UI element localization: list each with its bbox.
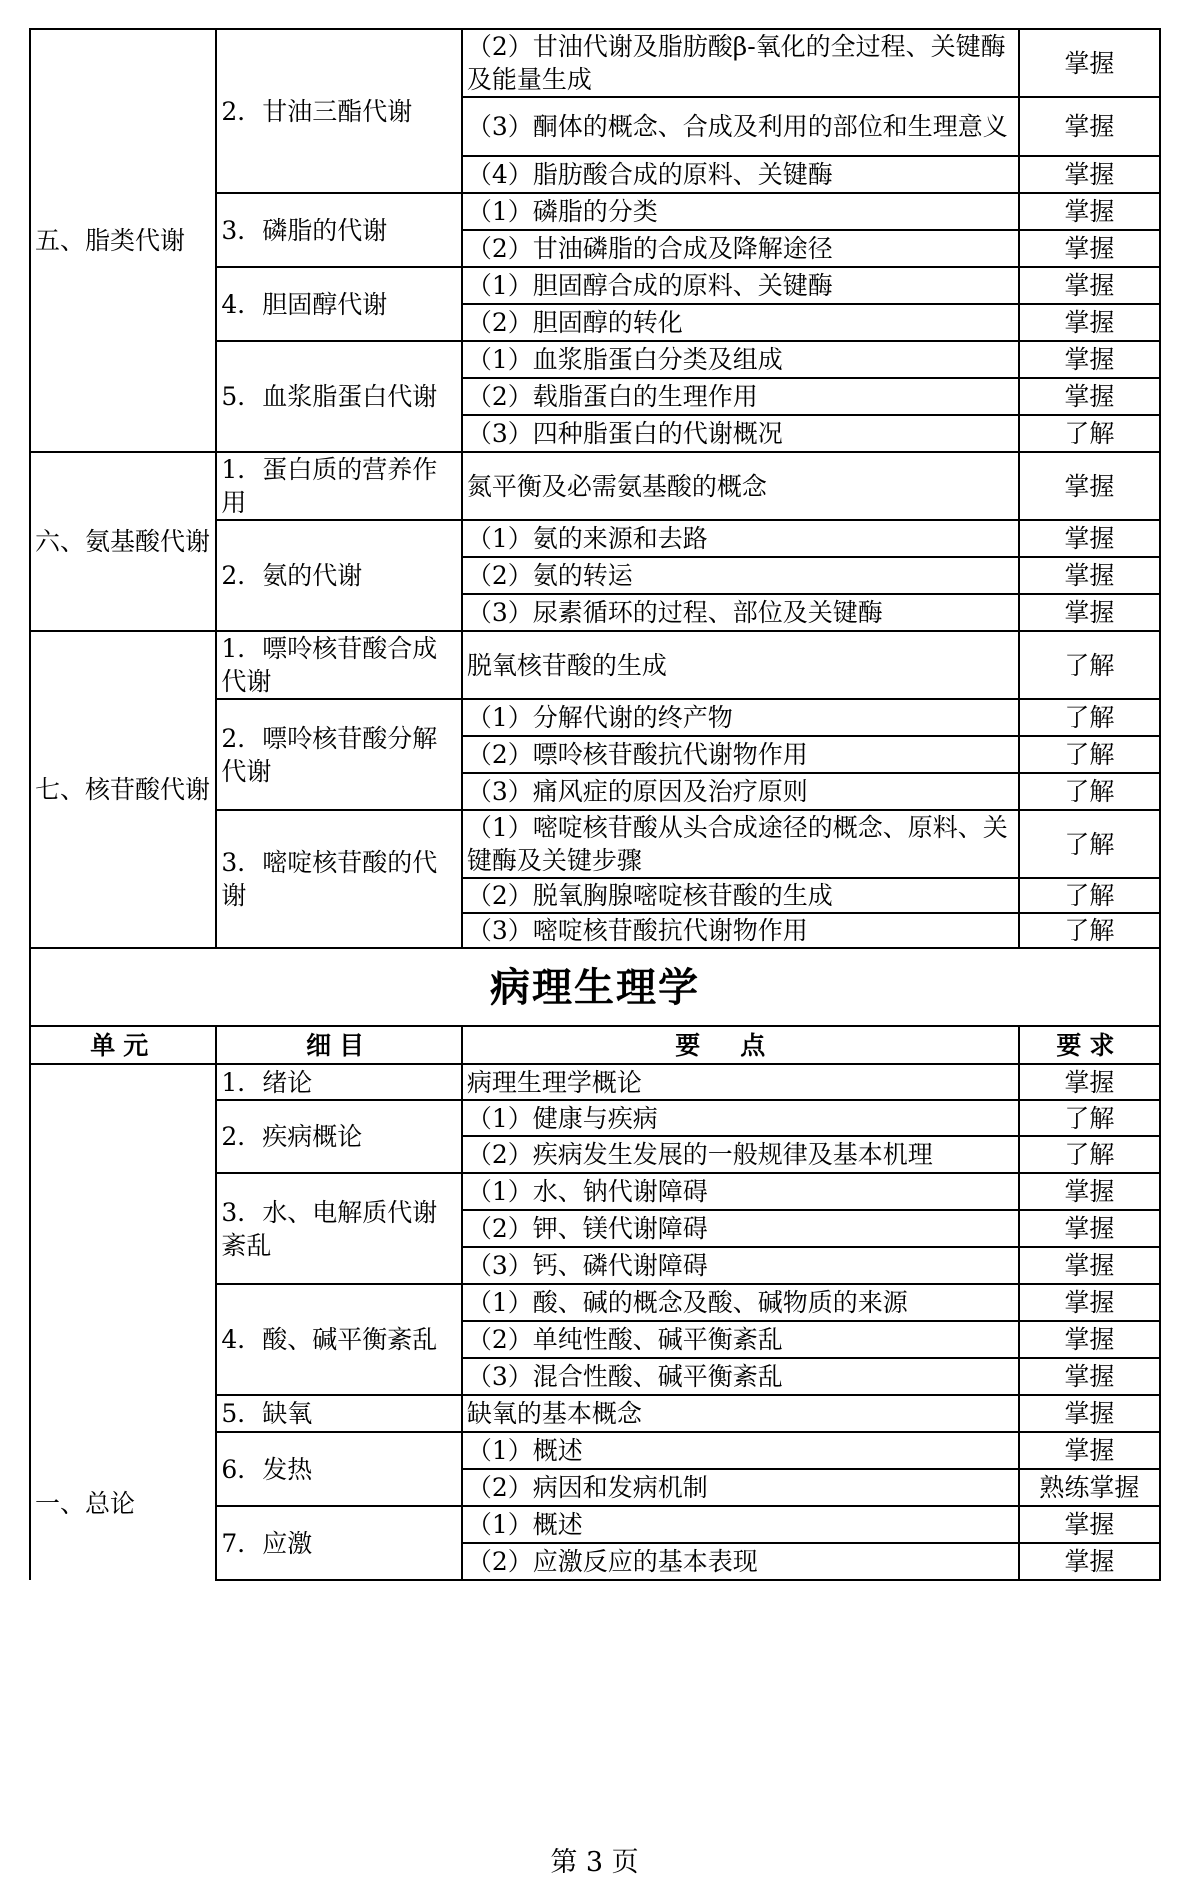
detail-cell: 3．水、电解质代谢紊乱: [216, 1173, 461, 1284]
point-cell: （1）分解代谢的终产物: [462, 699, 1019, 736]
requirement-cell: 了解: [1019, 1100, 1160, 1136]
point-cell: （1）磷脂的分类: [462, 193, 1019, 230]
requirement-cell: 掌握: [1019, 341, 1160, 378]
detail-cell: 1．嘌呤核苷酸合成代谢: [216, 631, 461, 699]
requirement-cell: 掌握: [1019, 97, 1160, 156]
page-number: 第 3 页: [550, 1847, 639, 1878]
requirement-cell: 掌握: [1019, 1173, 1160, 1210]
point-cell: （3）钙、磷代谢障碍: [462, 1247, 1019, 1284]
table-row: [30, 631, 1160, 699]
point-cell: （2）钾、镁代谢障碍: [462, 1210, 1019, 1247]
point-cell: （3）四种脂蛋白的代谢概况: [462, 415, 1019, 452]
header-point: 要点: [462, 1026, 1019, 1064]
detail-cell: 6．发热: [216, 1432, 461, 1506]
table-row: [30, 29, 1160, 97]
unit-label: 一、总论: [35, 1489, 136, 1518]
requirement-cell: 掌握: [1019, 1543, 1160, 1580]
point-cell: （2）氨的转运: [462, 557, 1019, 594]
requirement-cell: 掌握: [1019, 1284, 1160, 1321]
requirement-cell: 了解: [1019, 736, 1160, 773]
detail-cell: 2．疾病概论: [216, 1100, 461, 1173]
requirement-cell: 掌握: [1019, 452, 1160, 520]
section-title: 病理生理学: [30, 948, 1160, 1026]
header-requirement: 要求: [1019, 1026, 1160, 1064]
detail-cell: 4．酸、碱平衡紊乱: [216, 1284, 461, 1395]
requirement-cell: 掌握: [1019, 1321, 1160, 1358]
point-cell: （3）痛风症的原因及治疗原则: [462, 773, 1019, 810]
detail-cell: 4．胆固醇代谢: [216, 267, 461, 341]
requirement-cell: 掌握: [1019, 557, 1160, 594]
point-cell: 缺氧的基本概念: [462, 1395, 1019, 1432]
point-cell: （2）载脂蛋白的生理作用: [462, 378, 1019, 415]
point-cell: （1）胆固醇合成的原料、关键酶: [462, 267, 1019, 304]
unit-cell: [30, 1064, 216, 1580]
section-title-row: [30, 948, 1160, 1026]
point-cell: （2）嘌呤核苷酸抗代谢物作用: [462, 736, 1019, 773]
unit-cell: 七、核苷酸代谢: [30, 631, 216, 948]
header-unit: 单元: [30, 1026, 216, 1064]
requirement-cell: 掌握: [1019, 29, 1160, 97]
point-cell: （3）酮体的概念、合成及利用的部位和生理意义: [462, 97, 1019, 156]
requirement-cell: 了解: [1019, 913, 1160, 948]
requirement-cell: 掌握: [1019, 1395, 1160, 1432]
point-cell: （3）混合性酸、碱平衡紊乱: [462, 1358, 1019, 1395]
point-cell: （3）嘧啶核苷酸抗代谢物作用: [462, 913, 1019, 948]
requirement-cell: 了解: [1019, 1136, 1160, 1173]
requirement-cell: 掌握: [1019, 594, 1160, 631]
requirement-cell: 掌握: [1019, 1358, 1160, 1395]
point-cell: （2）甘油磷脂的合成及降解途径: [462, 230, 1019, 267]
document-page: [29, 28, 1161, 1581]
point-cell: （1）水、钠代谢障碍: [462, 1173, 1019, 1210]
point-cell: （1）氨的来源和去路: [462, 520, 1019, 557]
detail-cell: 2．甘油三酯代谢: [216, 29, 461, 193]
requirement-cell: 了解: [1019, 699, 1160, 736]
detail-cell: 2．嘌呤核苷酸分解代谢: [216, 699, 461, 810]
point-cell: （2）病因和发病机制: [462, 1469, 1019, 1506]
point-cell: （2）单纯性酸、碱平衡紊乱: [462, 1321, 1019, 1358]
detail-cell: 3．磷脂的代谢: [216, 193, 461, 267]
point-cell: （2）应激反应的基本表现: [462, 1543, 1019, 1580]
detail-cell: 5．血浆脂蛋白代谢: [216, 341, 461, 452]
requirement-cell: 掌握: [1019, 304, 1160, 341]
point-cell: （1）概述: [462, 1432, 1019, 1469]
requirement-cell: 掌握: [1019, 1432, 1160, 1469]
point-cell: （2）胆固醇的转化: [462, 304, 1019, 341]
point-cell: （1）酸、碱的概念及酸、碱物质的来源: [462, 1284, 1019, 1321]
point-cell: （1）血浆脂蛋白分类及组成: [462, 341, 1019, 378]
point-cell: 病理生理学概论: [462, 1064, 1019, 1100]
table-row: [30, 452, 1160, 520]
header-detail: 细目: [216, 1026, 461, 1064]
requirement-cell: 掌握: [1019, 230, 1160, 267]
requirement-cell: 掌握: [1019, 1506, 1160, 1543]
point-cell: （1）概述: [462, 1506, 1019, 1543]
point-cell: （1）嘧啶核苷酸从头合成途径的概念、原料、关键酶及关键步骤: [462, 810, 1019, 878]
requirement-cell: 掌握: [1019, 1210, 1160, 1247]
point-cell: 脱氧核苷酸的生成: [462, 631, 1019, 699]
table-header-row: [30, 1026, 1160, 1064]
requirement-cell: 掌握: [1019, 1247, 1160, 1284]
detail-cell: 5．缺氧: [216, 1395, 461, 1432]
detail-cell: 1．蛋白质的营养作用: [216, 452, 461, 520]
point-cell: （2）疾病发生发展的一般规律及基本机理: [462, 1136, 1019, 1173]
detail-cell: 3．嘧啶核苷酸的代谢: [216, 810, 461, 948]
table-row: [30, 1064, 1160, 1100]
requirement-cell: 掌握: [1019, 1064, 1160, 1100]
requirement-cell: 了解: [1019, 810, 1160, 878]
point-cell: 氮平衡及必需氨基酸的概念: [462, 452, 1019, 520]
point-cell: （4）脂肪酸合成的原料、关键酶: [462, 156, 1019, 193]
requirement-cell: 熟练掌握: [1019, 1469, 1160, 1506]
point-cell: （1）健康与疾病: [462, 1100, 1019, 1136]
requirement-cell: 了解: [1019, 773, 1160, 810]
syllabus-table: [29, 28, 1161, 1581]
detail-cell: 7．应激: [216, 1506, 461, 1580]
point-cell: （2）甘油代谢及脂肪酸β-氧化的全过程、关键酶及能量生成: [462, 29, 1019, 97]
unit-cell: 六、氨基酸代谢: [30, 452, 216, 631]
requirement-cell: 掌握: [1019, 193, 1160, 230]
detail-cell: 1．绪论: [216, 1064, 461, 1100]
requirement-cell: 了解: [1019, 631, 1160, 699]
detail-cell: 2．氨的代谢: [216, 520, 461, 631]
unit-cell: 五、脂类代谢: [30, 29, 216, 452]
requirement-cell: 掌握: [1019, 378, 1160, 415]
requirement-cell: 掌握: [1019, 520, 1160, 557]
requirement-cell: 掌握: [1019, 156, 1160, 193]
requirement-cell: 掌握: [1019, 267, 1160, 304]
requirement-cell: 了解: [1019, 878, 1160, 913]
requirement-cell: 了解: [1019, 415, 1160, 452]
point-cell: （3）尿素循环的过程、部位及关键酶: [462, 594, 1019, 631]
point-cell: （2）脱氧胸腺嘧啶核苷酸的生成: [462, 878, 1019, 913]
